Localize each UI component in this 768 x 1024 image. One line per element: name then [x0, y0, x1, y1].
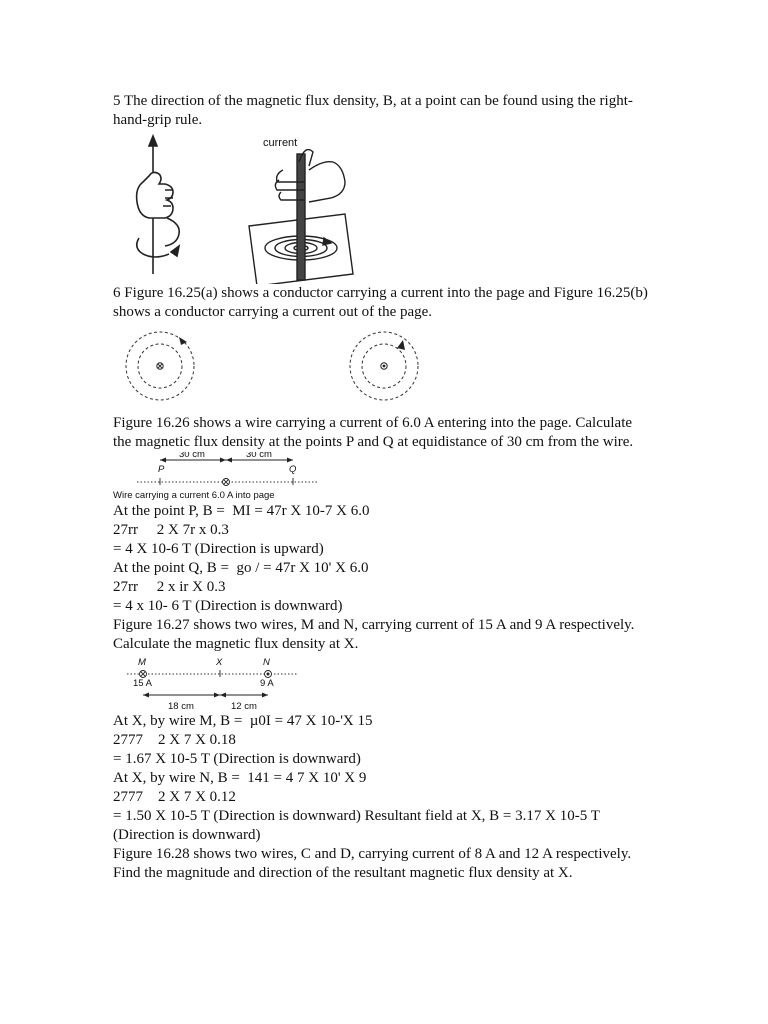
- hand-grip-left-icon: [137, 136, 180, 274]
- point-p-label: P: [158, 464, 165, 475]
- right-hand-grip-figure: [113, 134, 653, 284]
- calc-line: 2777 2 X 7 X 0.12: [113, 789, 236, 805]
- q5-text-line-1: 5 The direction of the magnetic flux density, B, at a point can be found using the right-: [113, 93, 633, 109]
- wire-n-label: N: [263, 657, 270, 668]
- calc-line: = 4 X 10-6 T (Direction is upward): [113, 541, 324, 557]
- current-n-label: 9 A: [260, 678, 274, 689]
- current-label: current: [263, 137, 298, 149]
- calc-line: 27rr 2 X 7r x 0.3: [113, 522, 229, 538]
- calc-line: 2777 2 X 7 X 0.18: [113, 732, 236, 748]
- fig-16-26-intro-line-1: Figure 16.26 shows a wire carrying a current of 6.0 A entering into the page. Calculate: [113, 415, 633, 431]
- calc-line: At the point Q, B = go / = 47r X 10' X 6.0: [113, 560, 369, 576]
- calc-line: 27rr 2 x ir X 0.3: [113, 579, 226, 595]
- q5-text-line-2: hand-grip rule.: [113, 112, 203, 128]
- calc-line: = 4 x 10- 6 T (Direction is downward): [113, 598, 343, 614]
- wire-n-out-of-page-icon: [265, 671, 272, 678]
- dim-label-left: 30 cm: [179, 452, 205, 460]
- field-circles-figure: [113, 328, 653, 408]
- fig-16-28-intro-line-1: Figure 16.28 shows two wires, C and D, carrying current of 8 A and 12 A respectively.: [113, 846, 632, 862]
- hand-grip-conductor-icon: [249, 150, 353, 284]
- calc-line: At X, by wire N, B = 141 = 4 7 X 10' X 9: [113, 770, 367, 786]
- fig-16-26-calculation: [113, 502, 653, 616]
- wire-m-label: M: [138, 657, 146, 668]
- calc-line: = 1.67 X 10-5 T (Direction is downward): [113, 751, 361, 767]
- dim-label-right: 12 cm: [231, 701, 257, 712]
- calc-line: (Direction is downward): [113, 827, 261, 843]
- current-into-page-symbol-icon: [157, 363, 163, 369]
- calc-line: At X, by wire M, B = µ0I = 47 X 10-'X 15: [113, 713, 373, 729]
- fig-16-26-intro-line-2: the magnetic flux density at the points P and Q at equidistance of 30 cm from the wire.: [113, 434, 634, 450]
- wire-caption: Wire carrying a current 6.0 A into page: [113, 490, 275, 501]
- fig-16-27-intro-line-2: Calculate the magnetic flux density at X.: [113, 636, 359, 652]
- dim-label-right: 30 cm: [246, 452, 272, 460]
- fig-16-26-diagram: [113, 452, 653, 502]
- anticlockwise-arrow-icon: [397, 340, 405, 350]
- wire-into-page-icon: [223, 479, 230, 486]
- calc-line: = 1.50 X 10-5 T (Direction is downward) Resultant field at X, B = 3.17 X 10-5 T: [113, 808, 600, 824]
- fig-16-27-calculation: [113, 712, 653, 845]
- point-x-label: X: [216, 657, 223, 668]
- q6-text-line-1: 6 Figure 16.25(a) shows a conductor carrying a current into the page and Figure 16.25(b): [113, 285, 648, 301]
- document-page: [113, 92, 653, 883]
- current-m-label: 15 A: [133, 678, 153, 689]
- q6-text-line-2: shows a conductor carrying a current out of the page.: [113, 304, 433, 320]
- dim-label-left: 18 cm: [168, 701, 194, 712]
- fig-16-27-diagram: [113, 654, 653, 712]
- right-hand-grip-illustration: [113, 134, 373, 284]
- fig-16-27-intro-line-1: Figure 16.27 shows two wires, M and N, carrying current of 15 A and 9 A respectively.: [113, 617, 635, 633]
- current-out-of-page-symbol-icon: [381, 363, 387, 369]
- calc-line: At the point P, B = MI = 47r X 10-7 X 6.0: [113, 503, 370, 519]
- point-q-label: Q: [289, 464, 297, 475]
- fig-16-28-intro-line-2: Find the magnitude and direction of the resultant magnetic flux density at X.: [113, 865, 573, 881]
- wire-m-into-page-icon: [140, 671, 147, 678]
